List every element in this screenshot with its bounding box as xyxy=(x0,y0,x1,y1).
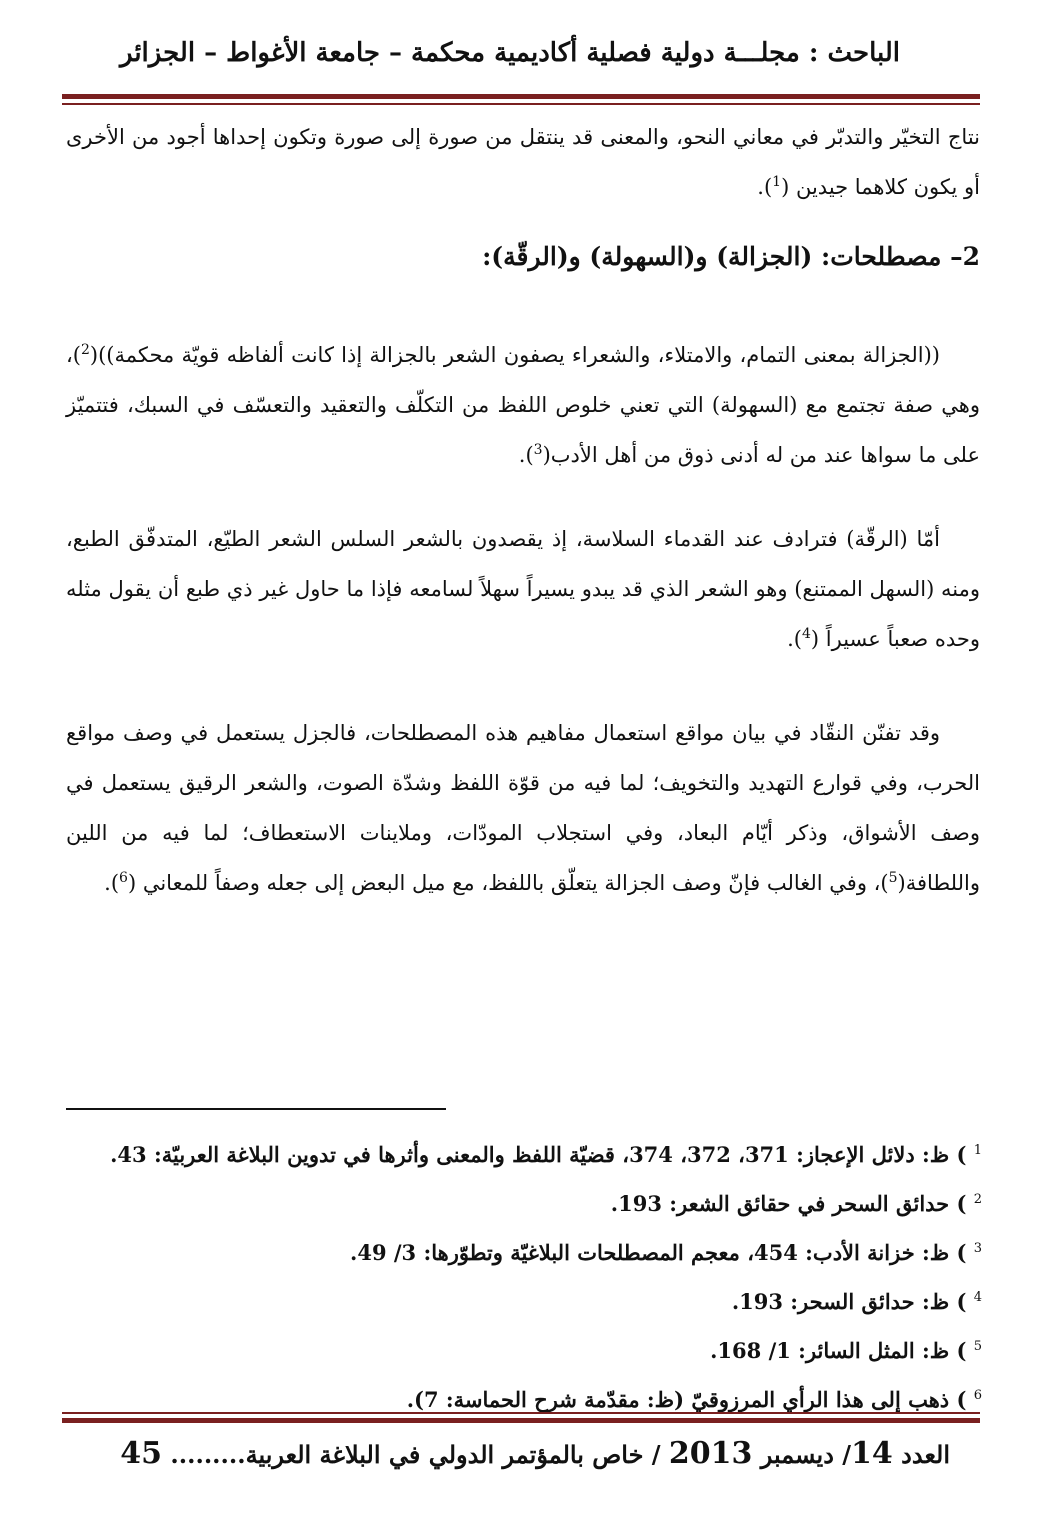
footnote-item: $^1$ ) ظ: دلائل الإعجاز: 371، 372، 374، قضيّة اللفظ والمعنى وأثرها في تدوين البلاغة العربيّة: 43. xyxy=(110,1142,982,1167)
footnote-item: $^3$ ) ظ: خزانة الأدب: 454، معجم المصطلحات البلاغيّة وتطوّرها: 3/ 49. xyxy=(350,1240,982,1265)
intro-paragraph: نتاج التخيّر والتدبّر في معاني النحو، والمعنى قد ينتقل من صورة إلى صورة وتكون إحداها أجود من الأخرى أو يكون كلاهما جيدين ($^1$). xyxy=(66,125,980,199)
issue-year: 2013 xyxy=(668,1436,753,1471)
paragraph-jazala: ((الجزالة بمعنى التمام، والامتلاء، والشعراء يصفون الشعر بالجزالة إذا كانت ألفاظه قويّة محكمة))($^2$)، وهي صفة تجتمع مع (السهولة) التي تعني خلوص اللفظ من التكلّف والتعقيد والتعسّف في السبك، فتتميّز على ما سواها عند من له أدنى ذوق من أهل الأدب($^3$). xyxy=(66,342,980,467)
footnote-ref-4[interactable]: 4 xyxy=(801,626,811,642)
footnote-ref-6[interactable]: 6 xyxy=(119,870,128,886)
special-issue-note: / خاص بالمؤتمر الدولي في البلاغة العربية......... xyxy=(170,1440,661,1469)
footnote-ref-3[interactable]: 3 xyxy=(533,442,543,458)
paragraph-riqqa: أمّا (الرقّة) فترادف عند القدماء السلاسة، إذ يقصدون بالشعر السلس الشعر الطيّع، المتدفّق الطبع، ومنه (السهل الممتنع) وهو الشعر الذي قد يبدو يسيراً سهلاً لسامعه فإذا ما حاول غير ذي طبع أن يقول مثله وحده صعباً عسيراً ($^4$). xyxy=(66,527,980,651)
footnote-ref-1[interactable]: 1 xyxy=(772,174,782,190)
footnote-item: $^4$ ) ظ: حدائق السحر: 193. xyxy=(731,1289,982,1314)
footnote-item: $^6$ ) ذهب إلى هذا الرأي المرزوقيّ (ظ: مقدّمة شرح الحماسة: 7). xyxy=(406,1387,982,1412)
header-rule-thin xyxy=(62,103,980,105)
page-number: 45 xyxy=(120,1436,163,1471)
footer-rule-thin xyxy=(62,1412,980,1414)
issue-number: 14 xyxy=(851,1436,893,1471)
running-header: الباحث : مجلـــة دولية فصلية أكاديمية محكمة – جامعة الأغواط – الجزائر xyxy=(119,38,900,68)
issue-label: العدد xyxy=(901,1440,950,1469)
footer-rule-thick xyxy=(62,1418,980,1423)
footnotes xyxy=(60,1126,982,1420)
footnote-item: $^2$ ) حدائق السحر في حقائق الشعر: 193. xyxy=(610,1191,982,1216)
footnote-ref-2[interactable]: 2 xyxy=(80,342,90,358)
issue-month: / ديسمبر xyxy=(760,1440,852,1469)
footnote-item: $^5$ ) ظ: المثل السائر: 1/ 168. xyxy=(710,1338,982,1363)
section-heading: 2– مصطلحات: (الجزالة) و(السهولة) و(الرقّة): xyxy=(482,242,980,271)
footnote-ref-5[interactable]: 5 xyxy=(888,870,898,886)
header-rule-thick xyxy=(62,94,980,99)
page-footer xyxy=(90,1436,950,1471)
footnote-separator xyxy=(66,1108,446,1110)
paragraph-usage: وقد تفنّن النقّاد في بيان مواقع استعمال مفاهيم هذه المصطلحات، فالجزل يستعمل في وصف مواقع الحرب، وفي قوارع التهديد والتخويف؛ لما فيه من قوّة اللفظ وشدّة الصوت، والشعر الرقيق يستعمل في وصف الأشواق، وذكر أيّام البعاد، وفي استجلاب المودّات، وملاينات الاستعطاف؛ لما فيه من اللين واللطافة($^5$)، وفي الغالب فإنّ وصف الجزالة يتعلّق باللفظ، مع ميل البعض إلى جعله وصفاً للمعاني ($^6$). xyxy=(66,721,980,895)
